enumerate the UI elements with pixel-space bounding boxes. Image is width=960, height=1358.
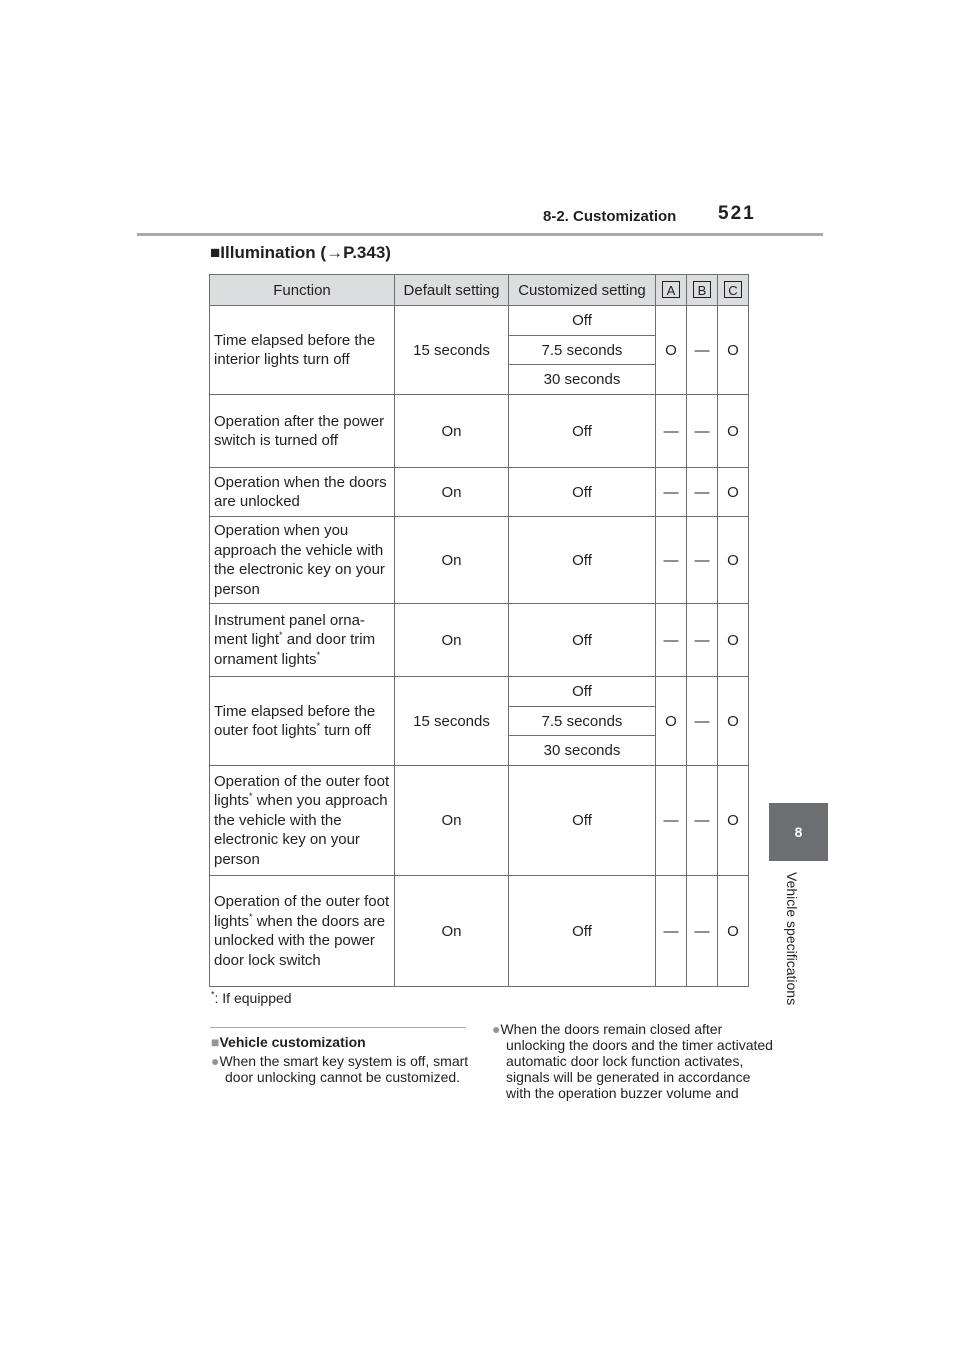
function-cell — [210, 876, 395, 987]
footnote — [211, 990, 292, 1006]
table-header-row — [210, 275, 749, 306]
c-cell: O — [718, 395, 749, 468]
arrow-icon: → — [326, 243, 344, 262]
notes-divider — [210, 1027, 466, 1028]
default-cell: On — [395, 876, 509, 987]
function-text: Time elapsed before the outer foot lights — [214, 702, 376, 739]
c-cell: O — [718, 306, 749, 395]
function-text: Operation of the outer foot lights — [214, 772, 390, 810]
footnote-mark: * — [249, 911, 253, 922]
table-row — [210, 468, 749, 517]
default-cell: On — [395, 517, 509, 604]
function-cell: Operation when you approach the vehicle with the electronic key on your person — [210, 517, 395, 604]
footnote-mark: * — [211, 989, 215, 1000]
table-row — [210, 876, 749, 987]
option-cell: 30 seconds — [509, 365, 656, 395]
option-cell: Off — [509, 395, 656, 468]
default-cell: 15 seconds — [395, 677, 509, 766]
b-cell: — — [687, 876, 718, 987]
default-cell: On — [395, 604, 509, 677]
footnote-text: : If equipped — [214, 990, 292, 1006]
function-text: and door trim ornament lights — [214, 631, 376, 668]
c-cell: O — [718, 876, 749, 987]
c-cell: O — [718, 468, 749, 517]
a-cell: — — [656, 766, 687, 876]
option-cell: Off — [509, 306, 656, 336]
note-text: When the smart key system is off, smart door unlocking cannot be customized. — [219, 1053, 469, 1085]
function-cell: Operation when the doors are unlocked — [210, 468, 395, 517]
default-cell: On — [395, 395, 509, 468]
function-cell — [210, 766, 395, 876]
option-cell: Off — [509, 468, 656, 517]
note-item — [492, 1021, 776, 1101]
heading-text: Illumination ( — [220, 243, 327, 262]
table-row — [210, 604, 749, 677]
option-cell: 30 seconds — [509, 736, 656, 766]
col-function: Function — [210, 275, 395, 306]
default-cell: On — [395, 468, 509, 517]
c-cell: O — [718, 677, 749, 766]
c-cell: O — [718, 604, 749, 677]
page-number: 521 — [718, 203, 756, 224]
circle-bullet-icon: ● — [492, 1021, 501, 1037]
function-cell: Time elapsed before the interior lights turn off — [210, 306, 395, 395]
col-a — [656, 275, 687, 306]
b-cell: — — [687, 766, 718, 876]
a-cell: — — [656, 468, 687, 517]
col-default: Default setting — [395, 275, 509, 306]
notes-title — [211, 1034, 366, 1050]
option-cell: Off — [509, 517, 656, 604]
function-text: when you approach the vehicle with the electronic key on your person — [214, 792, 388, 868]
b-cell: — — [687, 306, 718, 395]
function-text: Instrument panel orna- ment light — [214, 611, 365, 649]
chapter-tab: 8 — [769, 803, 828, 861]
col-c — [718, 275, 749, 306]
function-cell — [210, 677, 395, 766]
b-cell: — — [687, 517, 718, 604]
option-cell: 7.5 seconds — [509, 707, 656, 736]
col-customized: Customized setting — [509, 275, 656, 306]
a-cell: O — [656, 306, 687, 395]
table-row — [210, 395, 749, 468]
notes-title-text: Vehicle customization — [219, 1034, 366, 1050]
function-text: turn off — [320, 722, 371, 739]
section-heading — [210, 243, 391, 263]
chapter-label: Vehicle specifications — [784, 872, 800, 1006]
function-cell: Operation after the power switch is turned off — [210, 395, 395, 468]
option-cell: Off — [509, 604, 656, 677]
circle-bullet-icon: ● — [211, 1053, 220, 1069]
footnote-mark: * — [316, 721, 321, 731]
b-cell: — — [687, 395, 718, 468]
page-reference[interactable]: P.343) — [343, 243, 391, 262]
heading-bullet: ■ — [210, 243, 221, 262]
footnote-mark: * — [249, 791, 253, 802]
table-row — [210, 517, 749, 604]
a-cell: — — [656, 517, 687, 604]
square-bullet-icon: ■ — [211, 1034, 220, 1050]
letter-c-icon: C — [724, 281, 742, 298]
b-cell: — — [687, 677, 718, 766]
function-text: when the doors are unlocked with the power door lock switch — [214, 912, 386, 969]
a-cell: — — [656, 604, 687, 677]
table-row — [210, 306, 749, 336]
footnote-mark: * — [279, 630, 283, 641]
option-cell: 7.5 seconds — [509, 336, 656, 365]
c-cell: O — [718, 517, 749, 604]
letter-a-icon: A — [662, 281, 680, 298]
a-cell: — — [656, 876, 687, 987]
option-cell: Off — [509, 876, 656, 987]
option-cell: Off — [509, 677, 656, 707]
b-cell: — — [687, 468, 718, 517]
table-row — [210, 677, 749, 707]
note-text: When the doors remain closed after unlocking the doors and the timer activated automatic door lock function activates, signals will be generated in accordance with the operation buzzer volume and — [500, 1021, 773, 1101]
default-cell: On — [395, 766, 509, 876]
a-cell: — — [656, 395, 687, 468]
option-cell: Off — [509, 766, 656, 876]
c-cell: O — [718, 766, 749, 876]
section-header: 8-2. Customization — [543, 208, 677, 225]
default-cell: 15 seconds — [395, 306, 509, 395]
customization-table — [209, 274, 749, 987]
function-cell — [210, 604, 395, 677]
footnote-mark: * — [316, 649, 321, 660]
table-row — [210, 766, 749, 876]
b-cell: — — [687, 604, 718, 677]
header-divider — [137, 233, 823, 236]
a-cell: O — [656, 677, 687, 766]
col-b — [687, 275, 718, 306]
function-text: Operation of the outer foot lights — [214, 893, 390, 930]
note-item — [211, 1053, 485, 1085]
letter-b-icon: B — [693, 281, 711, 298]
